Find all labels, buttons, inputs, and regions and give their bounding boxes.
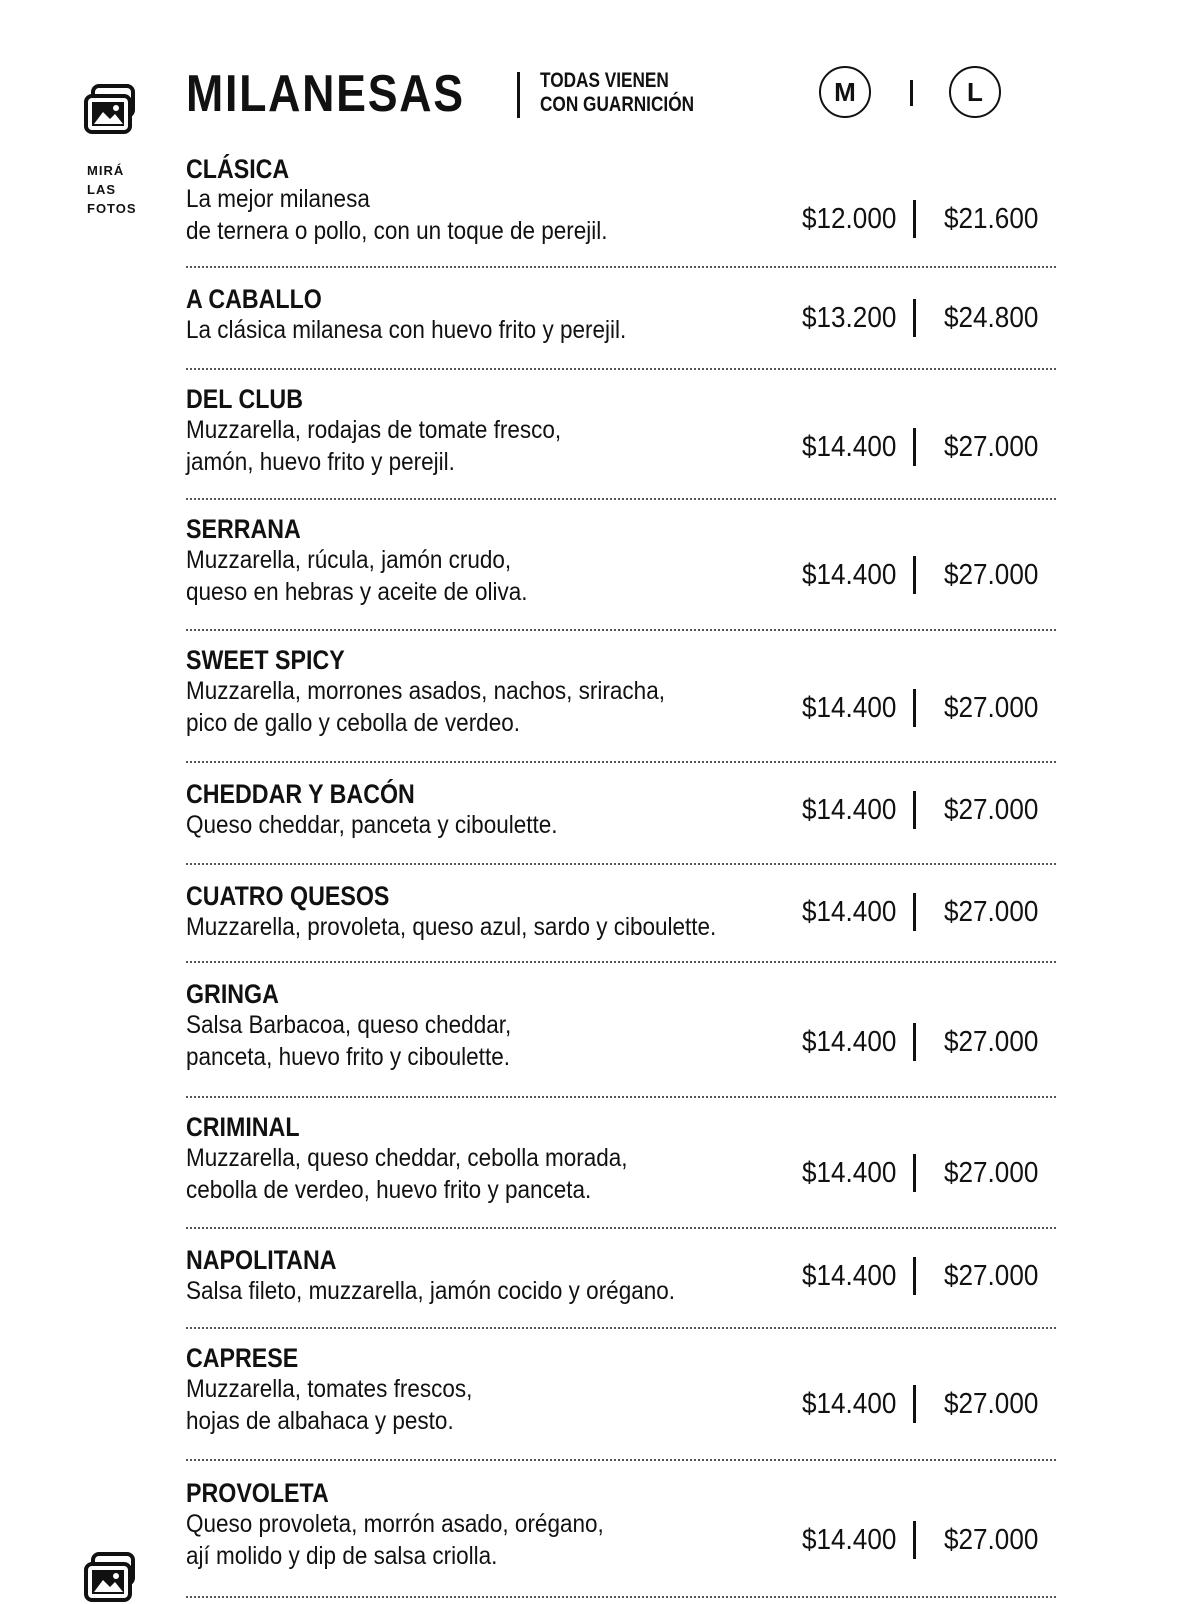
price-m: $12.000: [802, 203, 897, 235]
item-description-line: Queso provoleta, morrón asado, orégano,: [186, 1510, 604, 1538]
item-name: NAPOLITANA: [186, 1245, 337, 1275]
item-description-line: jamón, huevo frito y perejil.: [186, 448, 455, 476]
price-m: $14.400: [802, 896, 897, 928]
price-l: $27.000: [944, 559, 1039, 591]
price-m: $14.400: [802, 1524, 897, 1556]
header-divider: [517, 72, 520, 118]
item-description-line: Muzzarella, provoleta, queso azul, sardo y ciboulette.: [186, 913, 717, 941]
item-description: [186, 314, 626, 346]
price-l: $27.000: [944, 1388, 1039, 1420]
item-description-line: panceta, huevo frito y ciboulette.: [186, 1043, 510, 1071]
item-description-line: de ternera o pollo, con un toque de perejil.: [186, 217, 608, 245]
photos-icon[interactable]: [83, 1552, 137, 1604]
item-name: PROVOLETA: [186, 1478, 329, 1508]
item-description-line: Muzzarella, rodajas de tomate fresco,: [186, 416, 562, 444]
item-description: [186, 1142, 628, 1206]
item-name: CHEDDAR Y BACÓN: [186, 779, 415, 809]
price-l: $27.000: [944, 1524, 1039, 1556]
price-divider: [913, 791, 916, 829]
menu-item: [186, 268, 1056, 370]
item-description: [186, 183, 608, 247]
price-l: $27.000: [944, 1026, 1039, 1058]
item-description-line: Queso cheddar, panceta y ciboulette.: [186, 811, 558, 839]
price-m: $14.400: [802, 1157, 897, 1189]
item-description-line: pico de gallo y cebolla de verdeo.: [186, 709, 520, 737]
price-divider: [913, 1023, 916, 1061]
item-description: [186, 809, 558, 841]
menu-item: [186, 865, 1056, 963]
photos-label[interactable]: [87, 161, 147, 218]
price-divider: [913, 689, 916, 727]
item-name: CRIMINAL: [186, 1112, 300, 1142]
price-divider: [913, 893, 916, 931]
size-divider: [910, 80, 913, 106]
price-m: $14.400: [802, 692, 897, 724]
item-description: [186, 675, 665, 739]
item-description-line: hojas de albahaca y pesto.: [186, 1407, 454, 1435]
price-m: $14.400: [802, 1026, 897, 1058]
item-description: [186, 414, 561, 478]
item-description-line: La clásica milanesa con huevo frito y perejil.: [186, 316, 627, 344]
item-name: SERRANA: [186, 514, 301, 544]
menu-item: [186, 152, 1056, 268]
price-m: $14.400: [802, 1260, 897, 1292]
price-l: $27.000: [944, 692, 1039, 724]
menu-item: [186, 370, 1056, 500]
photos-icon-graphic: [83, 1552, 137, 1604]
item-description-line: Salsa fileto, muzzarella, jamón cocido y orégano.: [186, 1277, 676, 1305]
item-name: A CABALLO: [186, 284, 322, 314]
price-l: $27.000: [944, 794, 1039, 826]
menu-item: [186, 500, 1056, 631]
photos-label-line: MIRÁ: [87, 163, 125, 178]
menu-item: [186, 1461, 1056, 1598]
price-divider: [913, 1385, 916, 1423]
page-title: MILANESAS: [186, 65, 465, 123]
price-divider: [913, 1521, 916, 1559]
price-divider: [913, 556, 916, 594]
price-l: $27.000: [944, 896, 1039, 928]
subtitle-line: CON GUARNICIÓN: [540, 93, 695, 116]
item-name: GRINGA: [186, 979, 279, 1009]
price-divider: [913, 428, 916, 466]
item-name: CAPRESE: [186, 1343, 299, 1373]
price-m: $14.400: [802, 559, 897, 591]
price-divider: [913, 200, 916, 238]
header-subtitle: [540, 69, 694, 117]
item-description-line: queso en hebras y aceite de oliva.: [186, 578, 528, 606]
price-m: $14.400: [802, 1388, 897, 1420]
item-description-line: Muzzarella, tomates frescos,: [186, 1375, 473, 1403]
price-l: $21.600: [944, 203, 1039, 235]
photos-icon[interactable]: [83, 84, 137, 136]
size-l-badge: L: [949, 66, 1001, 118]
item-name: CLÁSICA: [186, 154, 290, 184]
size-m-badge: M: [819, 66, 871, 118]
subtitle-line: TODAS VIENEN: [540, 69, 669, 92]
item-description-line: Muzzarella, morrones asados, nachos, sriracha,: [186, 677, 665, 705]
price-m: $14.400: [802, 431, 897, 463]
menu-item: [186, 963, 1056, 1098]
price-l: $27.000: [944, 1157, 1039, 1189]
item-description-line: Muzzarella, rúcula, jamón crudo,: [186, 546, 512, 574]
item-description-line: Salsa Barbacoa, queso cheddar,: [186, 1011, 512, 1039]
menu-item: [186, 1229, 1056, 1329]
menu-item: [186, 1098, 1056, 1229]
price-divider: [913, 299, 916, 337]
menu-item: [186, 631, 1056, 763]
price-m: $13.200: [802, 302, 897, 334]
photos-icon-graphic: [83, 84, 137, 136]
photos-label-line: LAS: [87, 182, 116, 197]
item-name: DEL CLUB: [186, 384, 303, 414]
item-description: [186, 911, 716, 943]
item-name: CUATRO QUESOS: [186, 881, 390, 911]
item-description: [186, 1275, 675, 1307]
price-divider: [913, 1257, 916, 1295]
item-description-line: cebolla de verdeo, huevo frito y panceta.: [186, 1176, 592, 1204]
item-description: [186, 1373, 472, 1437]
menu-item: [186, 1329, 1056, 1461]
item-description: [186, 544, 527, 608]
item-name: SWEET SPICY: [186, 645, 345, 675]
item-description: [186, 1009, 511, 1073]
price-l: $24.800: [944, 302, 1039, 334]
price-l: $27.000: [944, 431, 1039, 463]
item-description-line: La mejor milanesa: [186, 185, 370, 213]
photos-label-line: FOTOS: [87, 201, 137, 216]
item-description-line: ají molido y dip de salsa criolla.: [186, 1542, 498, 1570]
item-description-line: Muzzarella, queso cheddar, cebolla morada,: [186, 1144, 628, 1172]
menu-item: [186, 763, 1056, 865]
item-description: [186, 1508, 604, 1572]
menu-list: [186, 152, 1056, 1598]
price-l: $27.000: [944, 1260, 1039, 1292]
price-m: $14.400: [802, 794, 897, 826]
price-divider: [913, 1154, 916, 1192]
